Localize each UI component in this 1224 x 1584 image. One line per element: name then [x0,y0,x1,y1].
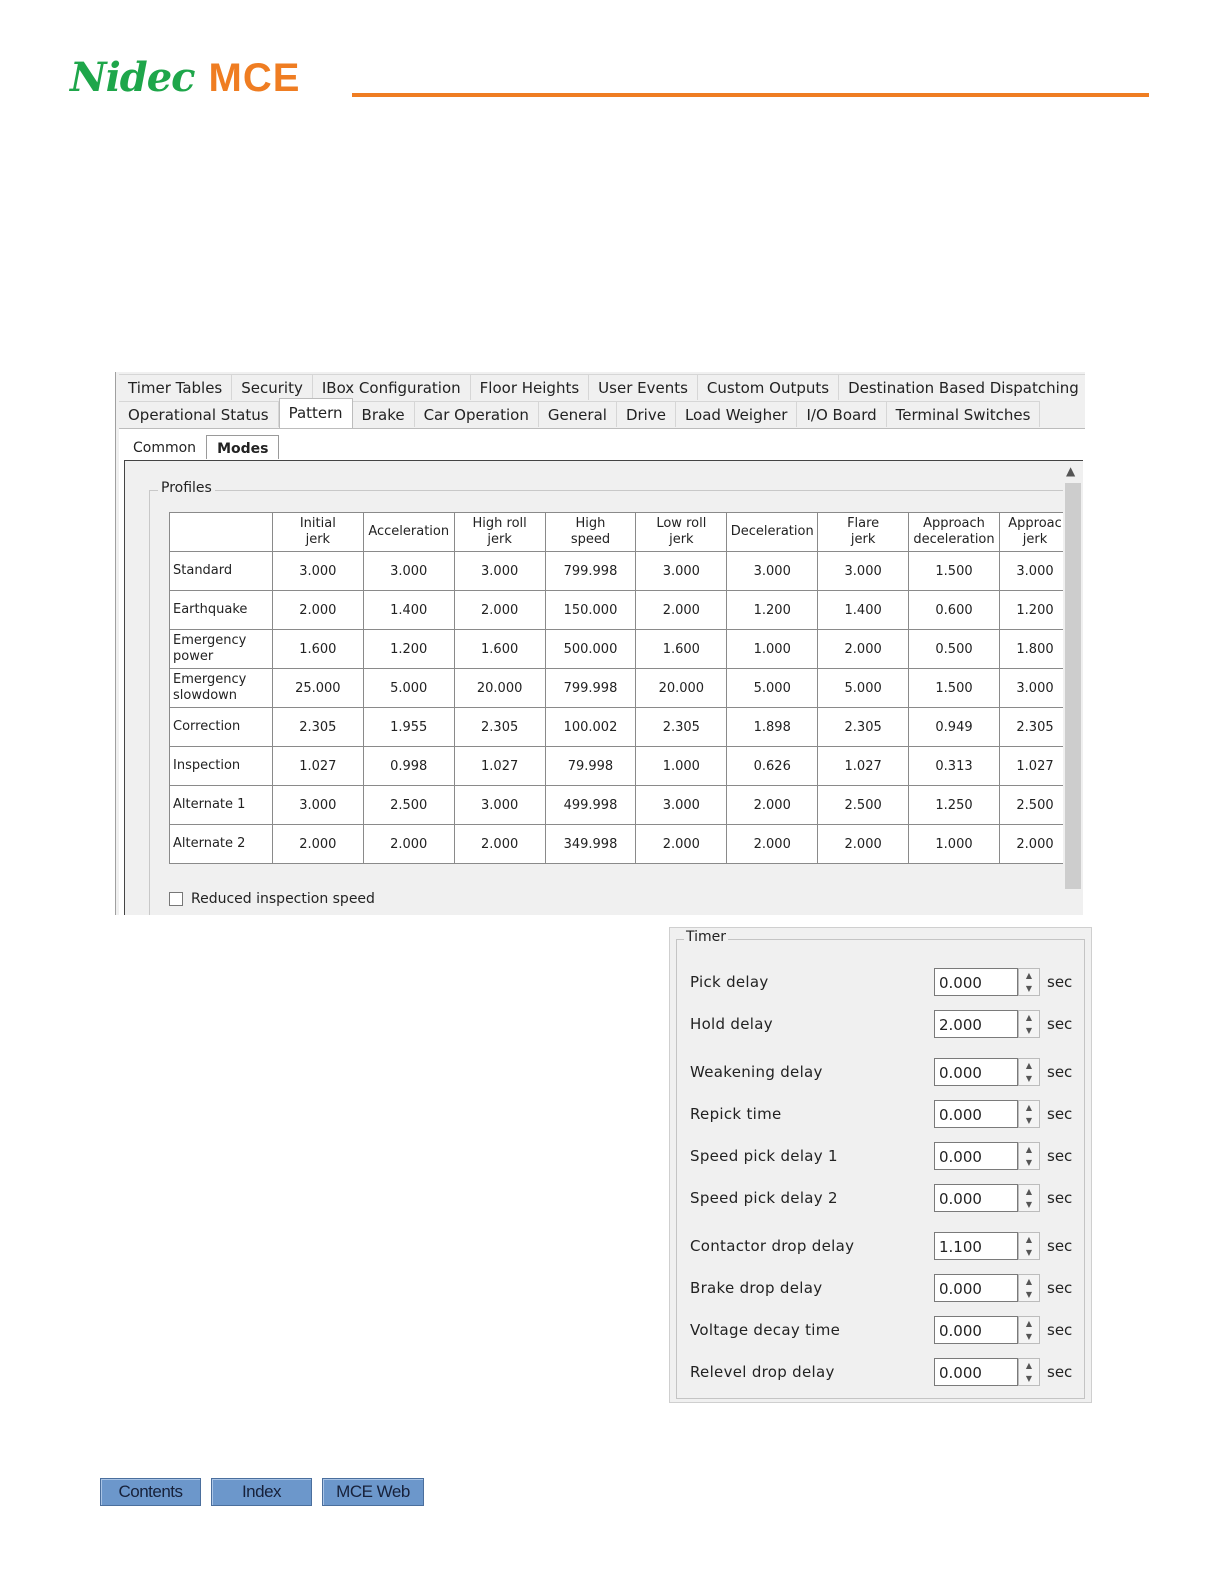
timer-label: Pick delay [690,973,769,991]
column-header: Acceleration [363,513,454,552]
timer-label: Voltage decay time [690,1321,841,1339]
table-row [170,747,1071,786]
table-cell[interactable]: 2.000 [636,825,727,864]
column-header: Low roll jerk [636,513,727,552]
hold-delay-spinner[interactable] [1018,1010,1040,1038]
row-label: Emergency slowdown [170,669,273,708]
table-cell[interactable]: 2.000 [818,825,909,864]
timer-row-brake-drop-delay [690,1274,1080,1304]
profiles-group [149,480,1071,915]
table-cell[interactable]: 499.998 [545,786,636,825]
spin-up-icon[interactable]: ▲ [1025,1319,1033,1328]
spin-up-icon[interactable]: ▲ [1025,1145,1033,1154]
tab-operational-status[interactable]: Operational Status [119,401,279,427]
spin-down-icon[interactable]: ▼ [1025,1248,1033,1257]
contactor-drop-delay-spinner[interactable] [1018,1232,1040,1260]
profiles-table [169,512,1070,864]
table-cell[interactable]: 2.500 [818,786,909,825]
tab-load-weigher[interactable]: Load Weigher [676,401,798,427]
table-cell[interactable]: 1.500 [909,669,1000,708]
tab-i-o-board[interactable]: I/O Board [797,401,886,427]
table-cell[interactable]: 3.000 [1000,552,1071,591]
table-cell[interactable]: 3.000 [454,786,545,825]
timer-label: Brake drop delay [690,1279,823,1297]
spin-down-icon[interactable]: ▼ [1025,1332,1033,1341]
table-cell[interactable]: 5.000 [727,669,818,708]
spin-down-icon[interactable]: ▼ [1025,1026,1033,1035]
table-cell[interactable]: 3.000 [1000,669,1071,708]
table-cell[interactable]: 2.000 [363,825,454,864]
spin-down-icon[interactable]: ▼ [1025,984,1033,993]
spin-down-icon[interactable]: ▼ [1025,1074,1033,1083]
unit-label: sec [1047,1237,1073,1255]
tab-terminal-switches[interactable]: Terminal Switches [887,401,1041,427]
pick-delay-spinner[interactable] [1018,968,1040,996]
table-cell[interactable]: 3.000 [636,552,727,591]
table-cell[interactable]: 25.000 [272,669,363,708]
table-cell[interactable]: 1.500 [909,552,1000,591]
table-cell[interactable]: 1.898 [727,708,818,747]
table-cell[interactable]: 1.400 [818,591,909,630]
tab-timer-tables[interactable]: Timer Tables [119,374,232,400]
timer-row-hold-delay [690,1010,1080,1040]
table-cell[interactable]: 3.000 [454,552,545,591]
voltage-decay-time-spinner[interactable] [1018,1316,1040,1344]
unit-label: sec [1047,1015,1073,1033]
logo-nidec: Nidec [70,54,195,101]
spin-down-icon[interactable]: ▼ [1025,1290,1033,1299]
column-header: Initial jerk [272,513,363,552]
unit-label: sec [1047,1189,1073,1207]
table-cell[interactable]: 1.027 [818,747,909,786]
table-cell[interactable]: 1.027 [1000,747,1071,786]
spin-down-icon[interactable]: ▼ [1025,1200,1033,1209]
timer-row-contactor-drop-delay [690,1232,1080,1262]
tab-drive[interactable]: Drive [617,401,676,427]
table-cell[interactable]: 349.998 [545,825,636,864]
table-row [170,591,1071,630]
table-row [170,825,1071,864]
table-cell[interactable]: 2.000 [454,591,545,630]
row-label: Inspection [170,747,273,786]
table-cell[interactable]: 500.000 [545,630,636,669]
timer-label: Speed pick delay 1 [690,1147,838,1165]
timer-row-speed-pick-delay-1 [690,1142,1080,1172]
speed-pick-delay-1-spinner[interactable] [1018,1142,1040,1170]
tab-row-1 [119,374,1085,400]
table-cell[interactable]: 2.000 [818,630,909,669]
tab-general[interactable]: General [539,401,617,427]
table-cell[interactable]: 2.305 [818,708,909,747]
reduced-inspection-speed-checkbox[interactable] [169,891,375,907]
spin-up-icon[interactable]: ▲ [1025,1013,1033,1022]
table-cell[interactable]: 1.027 [454,747,545,786]
tab-ibox-configuration[interactable]: IBox Configuration [313,374,471,400]
row-label: Alternate 2 [170,825,273,864]
table-cell[interactable]: 0.949 [909,708,1000,747]
table-cell[interactable]: 3.000 [363,552,454,591]
checkbox-label: Reduced inspection speed [191,891,375,907]
contents-button[interactable]: Contents [100,1478,201,1506]
table-row [170,786,1071,825]
table-cell[interactable]: 1.200 [727,591,818,630]
table-cell[interactable]: 2.000 [636,591,727,630]
table-cell[interactable]: 1.000 [909,825,1000,864]
table-cell[interactable]: 2.305 [272,708,363,747]
brake-drop-delay-spinner[interactable] [1018,1274,1040,1302]
checkbox-box[interactable] [169,892,183,906]
timer-row-weakening-delay [690,1058,1080,1088]
timer-row-repick-time [690,1100,1080,1130]
table-row [170,669,1071,708]
tab-car-operation[interactable]: Car Operation [415,401,539,427]
table-cell[interactable]: 2.500 [1000,786,1071,825]
table-cell[interactable]: 1.800 [1000,630,1071,669]
table-cell[interactable]: 3.000 [818,552,909,591]
unit-label: sec [1047,973,1073,991]
timer-row-relevel-drop-delay [690,1358,1080,1388]
profiles-legend: Profiles [158,480,215,496]
tab-security[interactable]: Security [232,374,313,400]
timer-label: Weakening delay [690,1063,823,1081]
spin-down-icon[interactable]: ▼ [1025,1158,1033,1167]
timer-row-speed-pick-delay-2 [690,1184,1080,1214]
tab-floor-heights[interactable]: Floor Heights [471,374,590,400]
timer-label: Hold delay [690,1015,773,1033]
timer-label: Speed pick delay 2 [690,1189,838,1207]
table-row [170,708,1071,747]
table-cell[interactable]: 2.500 [363,786,454,825]
hold-delay-input[interactable]: 2.000 [934,1010,1018,1038]
weakening-delay-input[interactable]: 0.000 [934,1058,1018,1086]
relevel-drop-delay-input[interactable]: 0.000 [934,1358,1018,1386]
pick-delay-input[interactable]: 0.000 [934,968,1018,996]
spin-up-icon[interactable]: ▲ [1025,1103,1033,1112]
voltage-decay-time-input[interactable]: 0.000 [934,1316,1018,1344]
table-cell[interactable]: 2.000 [454,825,545,864]
table-cell[interactable]: 3.000 [272,786,363,825]
timer-panel [669,927,1092,1403]
pattern-tab-pane [119,428,1085,915]
table-cell[interactable]: 1.250 [909,786,1000,825]
spin-down-icon[interactable]: ▼ [1025,1116,1033,1125]
weakening-delay-spinner[interactable] [1018,1058,1040,1086]
tab-brake[interactable]: Brake [353,401,415,427]
table-cell[interactable]: 1.600 [636,630,727,669]
table-cell[interactable]: 20.000 [454,669,545,708]
spin-up-icon[interactable]: ▲ [1025,1235,1033,1244]
header-rule [352,93,1149,97]
table-cell[interactable]: 1.400 [363,591,454,630]
row-label: Alternate 1 [170,786,273,825]
unit-label: sec [1047,1321,1073,1339]
speed-pick-delay-1-input[interactable]: 0.000 [934,1142,1018,1170]
table-cell[interactable]: 2.000 [727,825,818,864]
column-header: High speed [545,513,636,552]
table-cell[interactable]: 0.998 [363,747,454,786]
timer-legend: Timer [686,929,727,945]
index-button[interactable]: Index [211,1478,312,1506]
tab-row-2 [119,401,1040,427]
table-row [170,552,1071,591]
table-cell[interactable]: 0.313 [909,747,1000,786]
table-corner-cell [170,513,273,552]
table-cell[interactable]: 2.000 [1000,825,1071,864]
tab-user-events[interactable]: User Events [589,374,698,400]
subtab-modes[interactable]: Modes [206,435,279,459]
table-cell[interactable]: 799.998 [545,669,636,708]
repick-time-input[interactable]: 0.000 [934,1100,1018,1128]
table-row [170,630,1071,669]
timer-group [676,929,1085,1399]
table-cell[interactable]: 2.000 [272,825,363,864]
spin-up-icon[interactable]: ▲ [1025,1187,1033,1196]
table-cell[interactable]: 2.000 [727,786,818,825]
tab-destination-based-dispatching[interactable]: Destination Based Dispatching [839,374,1085,400]
subtab-common[interactable]: Common [133,440,197,456]
unit-label: sec [1047,1063,1073,1081]
relevel-drop-delay-spinner[interactable] [1018,1358,1040,1386]
scroll-thumb[interactable] [1065,483,1081,889]
scroll-up-icon[interactable]: ▲ [1066,464,1076,478]
unit-label: sec [1047,1105,1073,1123]
table-cell[interactable]: 20.000 [636,669,727,708]
spin-up-icon[interactable]: ▲ [1025,971,1033,980]
column-header: High roll jerk [454,513,545,552]
table-cell[interactable]: 1.955 [363,708,454,747]
tab-custom-outputs[interactable]: Custom Outputs [698,374,839,400]
table-cell[interactable]: 0.626 [727,747,818,786]
spin-up-icon[interactable]: ▲ [1025,1361,1033,1370]
spin-up-icon[interactable]: ▲ [1025,1061,1033,1070]
table-cell[interactable]: 799.998 [545,552,636,591]
column-header: Approach deceleration [909,513,1000,552]
table-cell[interactable]: 5.000 [818,669,909,708]
settings-window [115,372,1085,915]
column-header: Flare jerk [818,513,909,552]
table-cell[interactable]: 2.305 [1000,708,1071,747]
modes-panel [124,460,1083,915]
timer-row-voltage-decay-time [690,1316,1080,1346]
logo-mce: MCE [208,56,301,100]
table-cell[interactable]: 2.305 [636,708,727,747]
unit-label: sec [1047,1147,1073,1165]
brake-drop-delay-input[interactable]: 0.000 [934,1274,1018,1302]
table-cell[interactable]: 5.000 [363,669,454,708]
table-cell[interactable]: 79.998 [545,747,636,786]
table-cell[interactable]: 2.000 [272,591,363,630]
column-header: Deceleration [727,513,818,552]
table-cell[interactable]: 1.200 [1000,591,1071,630]
speed-pick-delay-2-input[interactable]: 0.000 [934,1184,1018,1212]
repick-time-spinner[interactable] [1018,1100,1040,1128]
speed-pick-delay-2-spinner[interactable] [1018,1184,1040,1212]
row-label: Emergency power [170,630,273,669]
table-cell[interactable]: 3.000 [727,552,818,591]
spin-down-icon[interactable]: ▼ [1025,1374,1033,1383]
table-cell[interactable]: 2.305 [454,708,545,747]
subtab-bar [123,435,279,459]
table-cell[interactable]: 1.000 [636,747,727,786]
table-cell[interactable]: 0.600 [909,591,1000,630]
table-cell[interactable]: 150.000 [545,591,636,630]
table-cell[interactable]: 1.600 [272,630,363,669]
column-header: Approac jerk [1000,513,1071,552]
mce-web-button[interactable]: MCE Web [322,1478,424,1506]
row-label: Standard [170,552,273,591]
table-cell[interactable]: 3.000 [272,552,363,591]
table-cell[interactable]: 3.000 [636,786,727,825]
table-cell[interactable]: 100.002 [545,708,636,747]
unit-label: sec [1047,1363,1073,1381]
spin-up-icon[interactable]: ▲ [1025,1277,1033,1286]
table-cell[interactable]: 0.500 [909,630,1000,669]
unit-label: sec [1047,1279,1073,1297]
table-cell[interactable]: 1.600 [454,630,545,669]
timer-label: Contactor drop delay [690,1237,855,1255]
row-label: Earthquake [170,591,273,630]
company-logo [70,54,301,101]
timer-label: Relevel drop delay [690,1363,835,1381]
vertical-scrollbar[interactable] [1063,461,1083,915]
table-cell[interactable]: 1.200 [363,630,454,669]
timer-row-pick-delay [690,968,1080,998]
timer-label: Repick time [690,1105,782,1123]
row-label: Correction [170,708,273,747]
table-cell[interactable]: 1.000 [727,630,818,669]
tab-pattern[interactable]: Pattern [279,398,353,428]
table-cell[interactable]: 1.027 [272,747,363,786]
contactor-drop-delay-input[interactable]: 1.100 [934,1232,1018,1260]
